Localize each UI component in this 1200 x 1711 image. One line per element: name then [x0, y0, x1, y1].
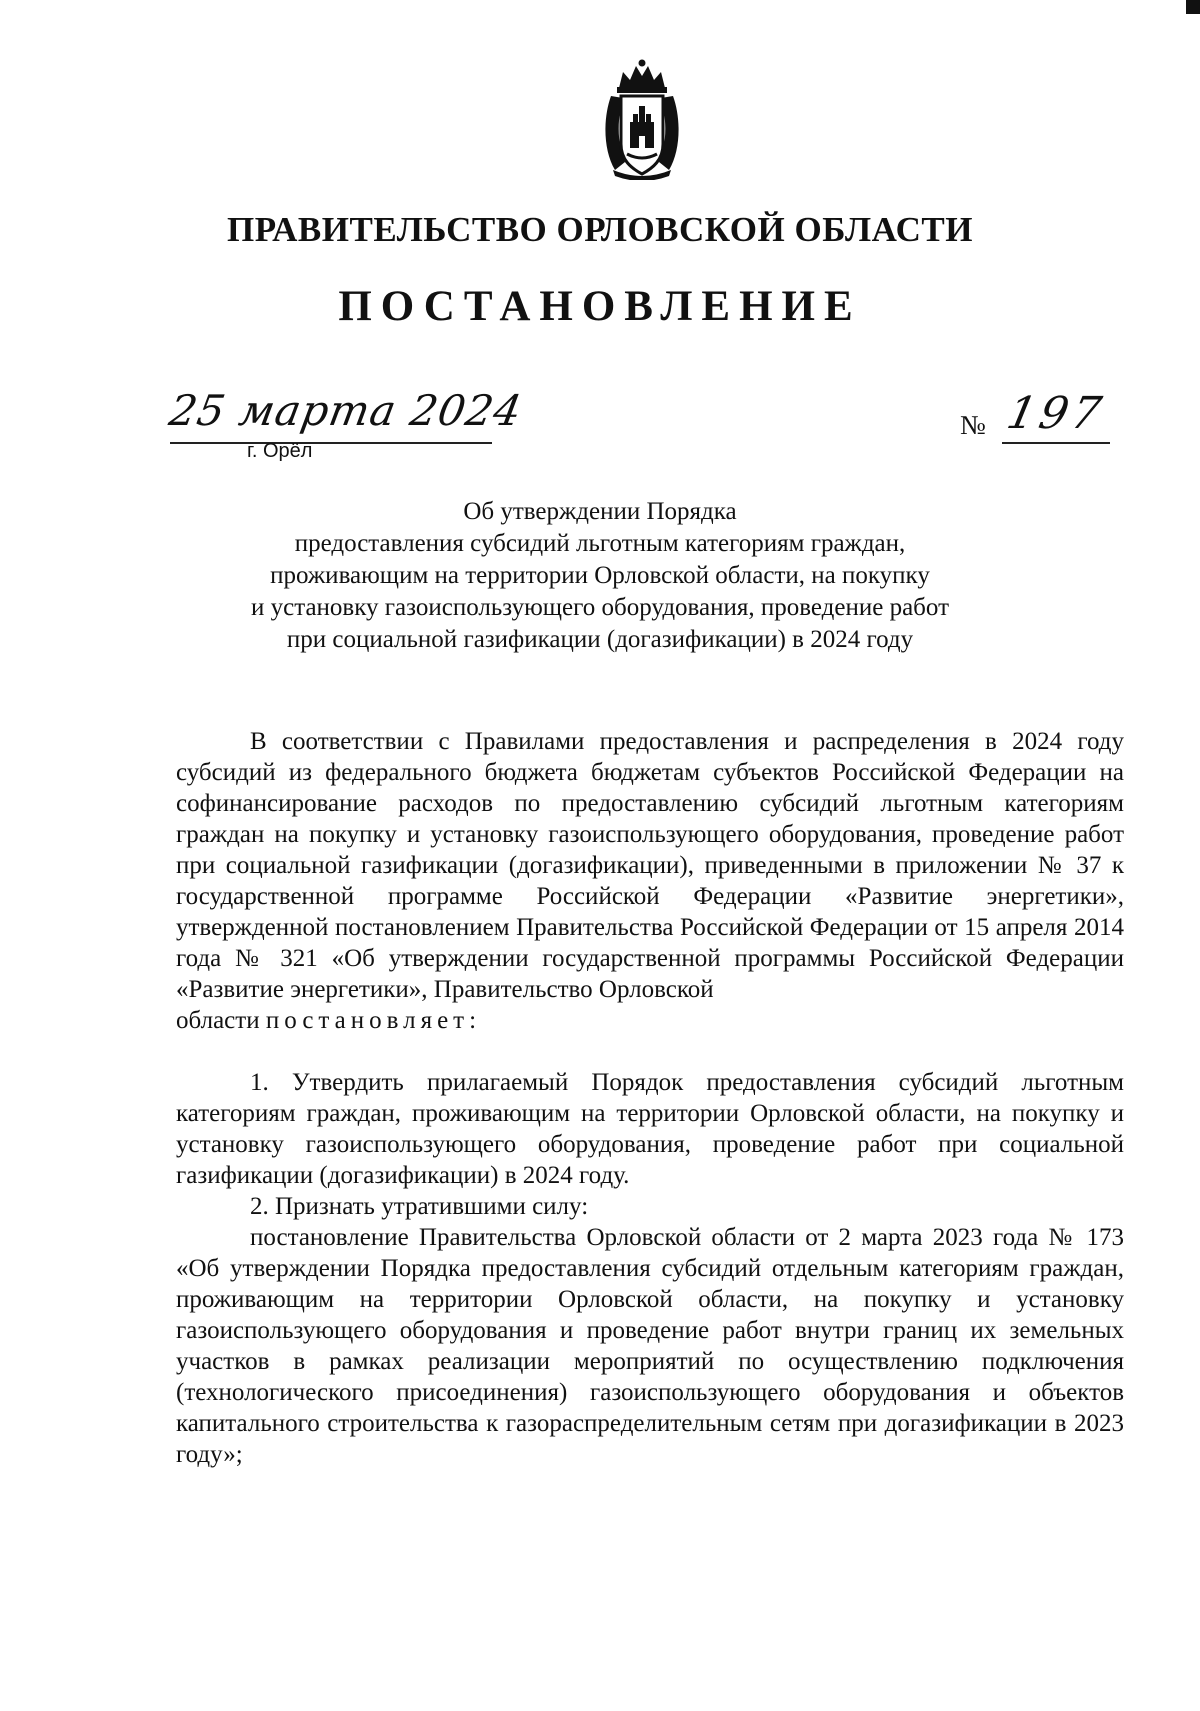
preamble-ending — [176, 1005, 1124, 1036]
decree-word: постановляет: — [265, 1007, 482, 1034]
number-sign: № — [960, 410, 986, 440]
document-subject — [180, 496, 1020, 656]
document-type-title: ПОСТАНОВЛЕНИЕ — [338, 283, 862, 330]
item-2-text: постановление Правительства Орловской области от 2 марта 2023 года № 173 «Об утверждении Порядка предоставления субсидий отдельным категориям граждан, проживающим на территории Орловской области, на покупку и установку газоиспользующего оборудования и проведение работ внутри границ их земельных участков в рамках реализации мероприятий по осуществлению подключения (технологического присоединения) газоиспользующего оборудования и объектов капитального строительства к газораспределительным сетям при догазификации в 2023 году»; — [176, 1224, 1124, 1468]
subject-line: при социальной газификации (догазификации) в 2024 году — [286, 626, 914, 653]
handwritten-number: 197 — [1002, 388, 1110, 439]
preamble-end-word: области — [176, 1007, 260, 1034]
scan-corner-mark — [1186, 0, 1200, 14]
document-body — [176, 726, 1124, 1470]
paragraph-gap — [176, 1036, 1124, 1067]
subject-line: Об утверждении Порядка — [463, 498, 737, 525]
city-label: г. Орёл — [247, 440, 313, 462]
preamble-paragraph: В соответствии с Правилами предоставления и распределения в 2024 году субсидий из федерального бюджета бюджетам субъектов Российской Федерации на софинансирование расходов по предоставлению субсидий льготным категориям граждан на покупку и установку газоиспользующего оборудования, проведение работ при социальной газификации (догазификации), приведенными в приложении № 37 к государственной программе Российской Федерации «Развитие энергетики», утвержденной постановлением Правительства Российской Федерации от 15 апреля 2014 года № 321 «Об утверждении государственной программы Российской Федерации «Развитие энергетики», Правительство Орловской — [176, 728, 1124, 1003]
coat-of-arms-emblem — [597, 58, 687, 180]
subject-line: предоставления субсидий льготным категориям граждан, — [294, 530, 906, 557]
item-1-paragraph: 1. Утвердить прилагаемый Порядок предоставления субсидий льготным категориям граждан, проживающим на территории Орловской области, на покупку и установку газоиспользующего оборудования, проведение работ при социальной газификации (догазификации) в 2024 году. — [176, 1069, 1124, 1189]
item-2-heading: 2. Признать утратившими силу: — [250, 1193, 589, 1220]
subject-line: проживающим на территории Орловской области, на покупку — [270, 562, 930, 589]
government-name: ПРАВИТЕЛЬСТВО ОРЛОВСКОЙ ОБЛАСТИ — [227, 210, 973, 249]
date-underline — [170, 442, 492, 444]
handwritten-date: 25 марта 2024 — [165, 386, 526, 435]
subject-line: и установку газоиспользующего оборудования, проведение работ — [250, 594, 949, 621]
number-underline — [1002, 442, 1110, 444]
